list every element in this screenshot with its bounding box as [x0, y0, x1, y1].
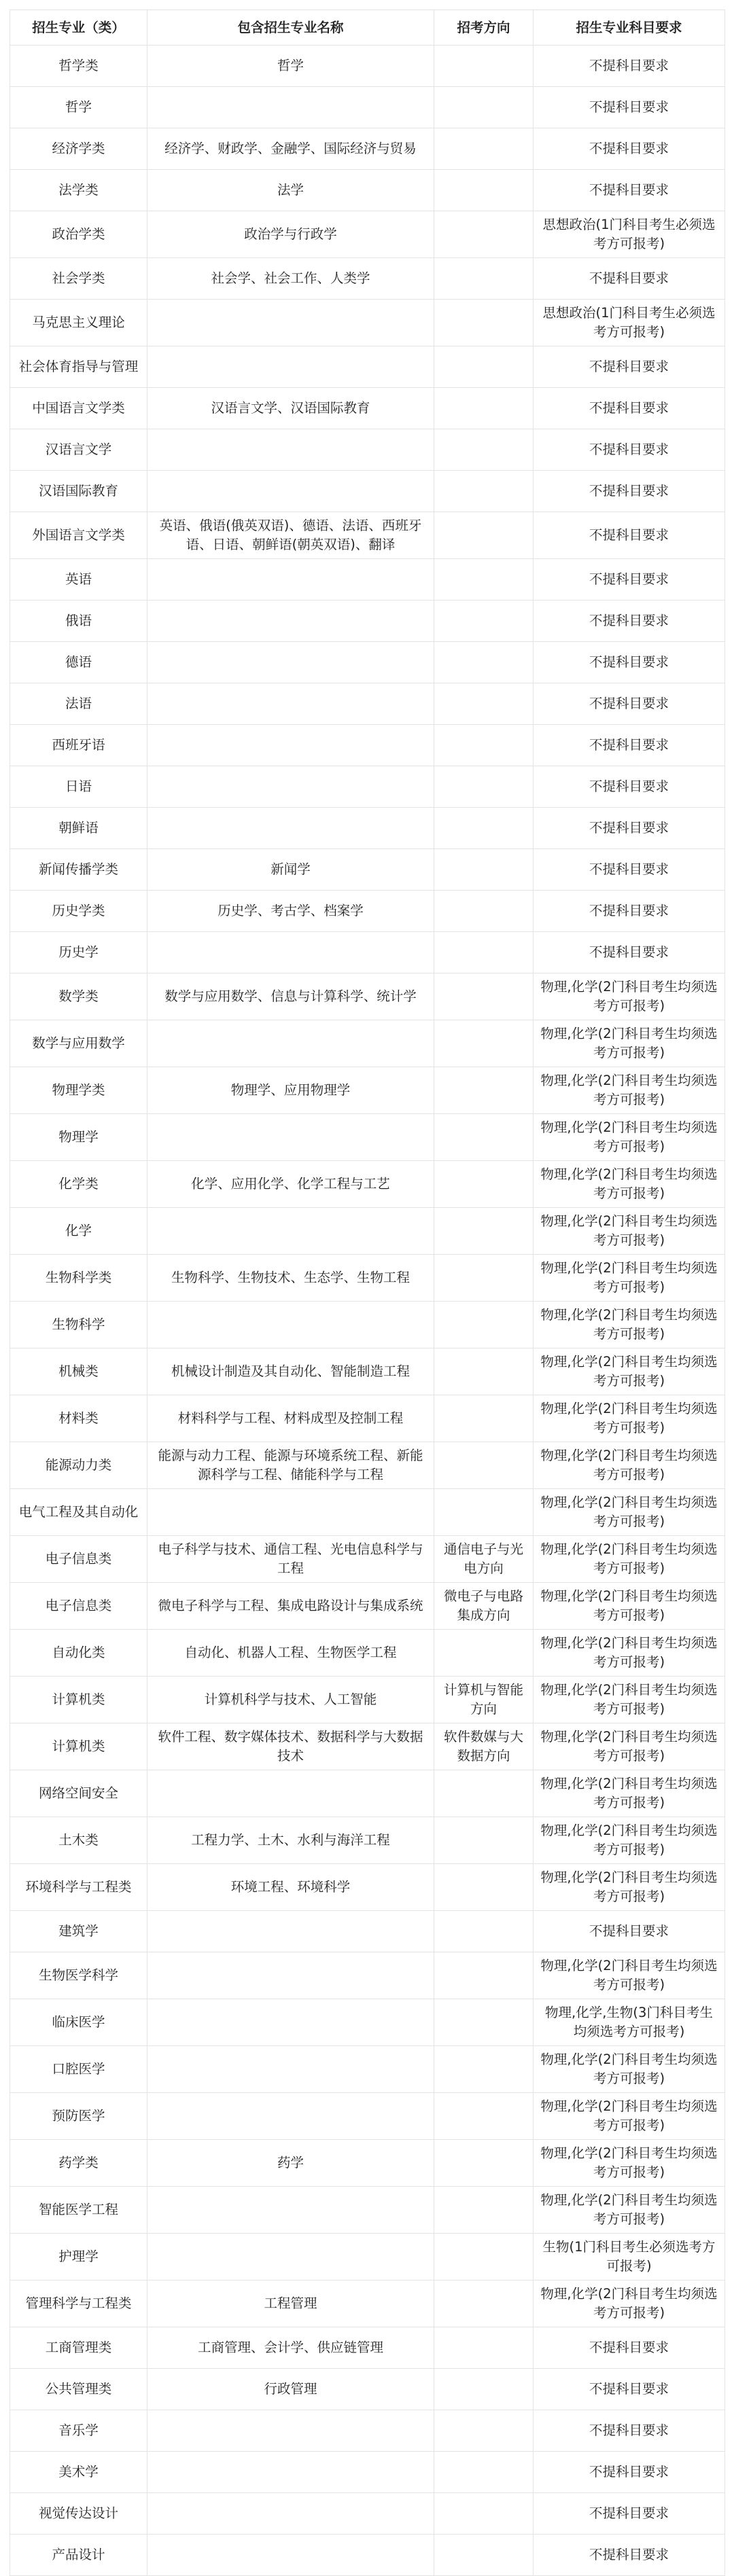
cell-subject-requirement: 物理,化学(2门科目考生均须选考方可报考)	[534, 1677, 725, 1723]
cell-included-majors	[147, 1999, 434, 2046]
table-row	[10, 849, 725, 891]
cell-subject-requirement: 不提科目要求	[534, 87, 725, 128]
cell-track-direction	[434, 601, 534, 642]
table-row	[10, 2280, 725, 2327]
cell-track-direction	[434, 512, 534, 559]
table-row	[10, 559, 725, 601]
cell-subject-requirement: 物理,化学(2门科目考生均须选考方可报考)	[534, 1583, 725, 1630]
cell-included-majors	[147, 725, 434, 766]
table-row	[10, 1208, 725, 1255]
cell-major-category: 生物科学类	[10, 1255, 147, 1302]
cell-subject-requirement: 物理,化学,生物(3门科目考生均须选考方可报考)	[534, 1999, 725, 2046]
cell-track-direction	[434, 849, 534, 891]
cell-track-direction	[434, 642, 534, 683]
cell-track-direction	[434, 1489, 534, 1536]
cell-subject-requirement: 物理,化学(2门科目考生均须选考方可报考)	[534, 973, 725, 1020]
cell-included-majors: 工程管理	[147, 2280, 434, 2327]
cell-subject-requirement: 不提科目要求	[534, 725, 725, 766]
cell-included-majors	[147, 601, 434, 642]
header-subject-requirement: 招生专业科目要求	[534, 10, 725, 46]
cell-major-category: 生物医学科学	[10, 1952, 147, 1999]
cell-subject-requirement: 物理,化学(2门科目考生均须选考方可报考)	[534, 1302, 725, 1348]
cell-track-direction	[434, 170, 534, 211]
table-row	[10, 891, 725, 932]
table-row	[10, 388, 725, 429]
cell-major-category: 美术学	[10, 2452, 147, 2493]
cell-track-direction	[434, 2369, 534, 2410]
cell-subject-requirement: 物理,化学(2门科目考生均须选考方可报考)	[534, 2140, 725, 2187]
cell-subject-requirement: 物理,化学(2门科目考生均须选考方可报考)	[534, 1442, 725, 1489]
table-row	[10, 1348, 725, 1395]
table-row	[10, 429, 725, 471]
cell-included-majors: 电子科学与技术、通信工程、光电信息科学与工程	[147, 1536, 434, 1583]
cell-track-direction	[434, 1442, 534, 1489]
table-row	[10, 601, 725, 642]
cell-subject-requirement: 物理,化学(2门科目考生均须选考方可报考)	[534, 2187, 725, 2234]
cell-subject-requirement: 不提科目要求	[534, 808, 725, 849]
cell-major-category: 俄语	[10, 601, 147, 642]
cell-major-category: 经济学类	[10, 128, 147, 170]
cell-track-direction	[434, 1208, 534, 1255]
cell-track-direction	[434, 258, 534, 300]
cell-major-category: 生物科学	[10, 1302, 147, 1348]
table-row	[10, 725, 725, 766]
cell-major-category: 能源动力类	[10, 1442, 147, 1489]
cell-major-category: 管理科学与工程类	[10, 2280, 147, 2327]
cell-subject-requirement: 不提科目要求	[534, 46, 725, 87]
cell-subject-requirement: 不提科目要求	[534, 2410, 725, 2452]
cell-major-category: 朝鲜语	[10, 808, 147, 849]
cell-major-category: 历史学	[10, 932, 147, 973]
cell-included-majors: 汉语言文学、汉语国际教育	[147, 388, 434, 429]
cell-subject-requirement: 物理,化学(2门科目考生均须选考方可报考)	[534, 1770, 725, 1817]
cell-major-category: 音乐学	[10, 2410, 147, 2452]
cell-included-majors	[147, 471, 434, 512]
cell-subject-requirement: 思想政治(1门科目考生必须选考方可报考)	[534, 300, 725, 346]
cell-subject-requirement: 物理,化学(2门科目考生均须选考方可报考)	[534, 2280, 725, 2327]
cell-major-category: 日语	[10, 766, 147, 808]
cell-major-category: 计算机类	[10, 1723, 147, 1770]
cell-subject-requirement: 不提科目要求	[534, 766, 725, 808]
table-row	[10, 1770, 725, 1817]
cell-subject-requirement: 不提科目要求	[534, 388, 725, 429]
cell-subject-requirement: 物理,化学(2门科目考生均须选考方可报考)	[534, 1817, 725, 1864]
cell-track-direction	[434, 2410, 534, 2452]
table-row	[10, 2187, 725, 2234]
cell-track-direction	[434, 388, 534, 429]
table-row	[10, 1536, 725, 1583]
cell-major-category: 社会学类	[10, 258, 147, 300]
cell-subject-requirement: 不提科目要求	[534, 559, 725, 601]
cell-track-direction	[434, 2046, 534, 2093]
cell-included-majors	[147, 1114, 434, 1161]
cell-included-majors	[147, 1020, 434, 1067]
table-row	[10, 1114, 725, 1161]
cell-subject-requirement: 不提科目要求	[534, 683, 725, 725]
cell-track-direction	[434, 128, 534, 170]
table-row	[10, 2535, 725, 2576]
cell-track-direction: 计算机与智能方向	[434, 1677, 534, 1723]
table-row	[10, 642, 725, 683]
cell-included-majors	[147, 300, 434, 346]
cell-subject-requirement: 不提科目要求	[534, 429, 725, 471]
cell-track-direction	[434, 1114, 534, 1161]
cell-track-direction	[434, 471, 534, 512]
cell-subject-requirement: 物理,化学(2门科目考生均须选考方可报考)	[534, 1161, 725, 1208]
cell-included-majors	[147, 87, 434, 128]
cell-major-category: 外国语言文学类	[10, 512, 147, 559]
cell-included-majors: 软件工程、数字媒体技术、数据科学与大数据技术	[147, 1723, 434, 1770]
cell-included-majors: 微电子科学与工程、集成电路设计与集成系统	[147, 1583, 434, 1630]
table-row	[10, 2493, 725, 2535]
table-row	[10, 683, 725, 725]
cell-subject-requirement: 物理,化学(2门科目考生均须选考方可报考)	[534, 1020, 725, 1067]
cell-track-direction	[434, 559, 534, 601]
cell-subject-requirement: 不提科目要求	[534, 1911, 725, 1952]
cell-major-category: 化学类	[10, 1161, 147, 1208]
cell-major-category: 物理学类	[10, 1067, 147, 1114]
cell-included-majors	[147, 2410, 434, 2452]
cell-track-direction	[434, 2187, 534, 2234]
cell-track-direction	[434, 1999, 534, 2046]
cell-major-category: 政治学类	[10, 211, 147, 258]
table-row	[10, 2410, 725, 2452]
cell-included-majors: 自动化、机器人工程、生物医学工程	[147, 1630, 434, 1677]
table-row	[10, 1911, 725, 1952]
cell-subject-requirement: 不提科目要求	[534, 2452, 725, 2493]
table-row	[10, 1255, 725, 1302]
table-row	[10, 2369, 725, 2410]
cell-track-direction	[434, 2452, 534, 2493]
cell-subject-requirement: 不提科目要求	[534, 2369, 725, 2410]
cell-included-majors: 经济学、财政学、金融学、国际经济与贸易	[147, 128, 434, 170]
cell-included-majors	[147, 2535, 434, 2576]
cell-track-direction	[434, 1817, 534, 1864]
table-row	[10, 1067, 725, 1114]
table-row	[10, 2234, 725, 2280]
cell-major-category: 电气工程及其自动化	[10, 1489, 147, 1536]
cell-included-majors	[147, 2093, 434, 2140]
table-row	[10, 1395, 725, 1442]
table-row	[10, 1302, 725, 1348]
cell-track-direction	[434, 1067, 534, 1114]
table-row	[10, 1677, 725, 1723]
table-row	[10, 170, 725, 211]
cell-track-direction	[434, 1864, 534, 1911]
cell-major-category: 汉语国际教育	[10, 471, 147, 512]
cell-subject-requirement: 不提科目要求	[534, 346, 725, 388]
cell-included-majors: 法学	[147, 170, 434, 211]
cell-included-majors	[147, 2493, 434, 2535]
cell-subject-requirement: 不提科目要求	[534, 2493, 725, 2535]
cell-subject-requirement: 不提科目要求	[534, 891, 725, 932]
cell-subject-requirement: 不提科目要求	[534, 128, 725, 170]
table-body	[10, 46, 725, 2576]
cell-subject-requirement: 不提科目要求	[534, 932, 725, 973]
cell-major-category: 西班牙语	[10, 725, 147, 766]
cell-major-category: 数学类	[10, 973, 147, 1020]
table-row	[10, 346, 725, 388]
cell-major-category: 视觉传达设计	[10, 2493, 147, 2535]
cell-major-category: 德语	[10, 642, 147, 683]
cell-track-direction	[434, 2327, 534, 2369]
cell-major-category: 法学类	[10, 170, 147, 211]
cell-major-category: 哲学	[10, 87, 147, 128]
cell-subject-requirement: 物理,化学(2门科目考生均须选考方可报考)	[534, 2093, 725, 2140]
cell-track-direction	[434, 2493, 534, 2535]
cell-major-category: 新闻传播学类	[10, 849, 147, 891]
cell-track-direction: 通信电子与光电方向	[434, 1536, 534, 1583]
cell-major-category: 网络空间安全	[10, 1770, 147, 1817]
cell-major-category: 物理学	[10, 1114, 147, 1161]
cell-track-direction	[434, 932, 534, 973]
table-row	[10, 87, 725, 128]
cell-subject-requirement: 物理,化学(2门科目考生均须选考方可报考)	[534, 1348, 725, 1395]
cell-major-category: 计算机类	[10, 1677, 147, 1723]
cell-track-direction	[434, 300, 534, 346]
cell-included-majors: 数学与应用数学、信息与计算科学、统计学	[147, 973, 434, 1020]
cell-included-majors: 材料科学与工程、材料成型及控制工程	[147, 1395, 434, 1442]
cell-included-majors	[147, 559, 434, 601]
cell-major-category: 产品设计	[10, 2535, 147, 2576]
cell-included-majors: 工商管理、会计学、供应链管理	[147, 2327, 434, 2369]
cell-major-category: 智能医学工程	[10, 2187, 147, 2234]
cell-included-majors: 环境工程、环境科学	[147, 1864, 434, 1911]
table-row	[10, 1442, 725, 1489]
cell-track-direction	[434, 46, 534, 87]
cell-subject-requirement: 不提科目要求	[534, 170, 725, 211]
cell-included-majors	[147, 1770, 434, 1817]
cell-included-majors	[147, 932, 434, 973]
cell-included-majors	[147, 2234, 434, 2280]
cell-included-majors: 化学、应用化学、化学工程与工艺	[147, 1161, 434, 1208]
cell-subject-requirement: 不提科目要求	[534, 2327, 725, 2369]
cell-track-direction: 微电子与电路集成方向	[434, 1583, 534, 1630]
cell-major-category: 材料类	[10, 1395, 147, 1442]
cell-included-majors	[147, 2452, 434, 2493]
table-row	[10, 258, 725, 300]
cell-included-majors: 英语、俄语(俄英双语)、德语、法语、西班牙语、日语、朝鲜语(朝英双语)、翻译	[147, 512, 434, 559]
table-row	[10, 1630, 725, 1677]
cell-track-direction	[434, 2535, 534, 2576]
header-row	[10, 10, 725, 46]
cell-subject-requirement: 物理,化学(2门科目考生均须选考方可报考)	[534, 1952, 725, 1999]
cell-included-majors	[147, 1952, 434, 1999]
cell-subject-requirement: 物理,化学(2门科目考生均须选考方可报考)	[534, 1255, 725, 1302]
header-major-category: 招生专业（类）	[10, 10, 147, 46]
table-row	[10, 512, 725, 559]
cell-track-direction	[434, 808, 534, 849]
cell-subject-requirement: 物理,化学(2门科目考生均须选考方可报考)	[534, 1630, 725, 1677]
cell-subject-requirement: 物理,化学(2门科目考生均须选考方可报考)	[534, 1114, 725, 1161]
cell-included-majors: 社会学、社会工作、人类学	[147, 258, 434, 300]
cell-included-majors	[147, 1208, 434, 1255]
cell-subject-requirement: 物理,化学(2门科目考生均须选考方可报考)	[534, 1489, 725, 1536]
cell-track-direction	[434, 1770, 534, 1817]
cell-track-direction	[434, 1395, 534, 1442]
cell-major-category: 数学与应用数学	[10, 1020, 147, 1067]
table-header	[10, 10, 725, 46]
table-row	[10, 1864, 725, 1911]
cell-subject-requirement: 物理,化学(2门科目考生均须选考方可报考)	[534, 1067, 725, 1114]
cell-included-majors: 政治学与行政学	[147, 211, 434, 258]
table-row	[10, 1817, 725, 1864]
cell-major-category: 自动化类	[10, 1630, 147, 1677]
table-row	[10, 973, 725, 1020]
cell-major-category: 中国语言文学类	[10, 388, 147, 429]
cell-track-direction	[434, 2140, 534, 2187]
cell-track-direction	[434, 87, 534, 128]
cell-track-direction: 软件数媒与大数据方向	[434, 1723, 534, 1770]
cell-included-majors	[147, 808, 434, 849]
cell-subject-requirement: 物理,化学(2门科目考生均须选考方可报考)	[534, 2046, 725, 2093]
cell-major-category: 机械类	[10, 1348, 147, 1395]
admission-table-container	[10, 10, 724, 2576]
table-row	[10, 2452, 725, 2493]
cell-included-majors	[147, 1302, 434, 1348]
cell-included-majors: 哲学	[147, 46, 434, 87]
table-row	[10, 1999, 725, 2046]
table-row	[10, 766, 725, 808]
cell-included-majors	[147, 346, 434, 388]
cell-major-category: 社会体育指导与管理	[10, 346, 147, 388]
cell-major-category: 土木类	[10, 1817, 147, 1864]
cell-track-direction	[434, 683, 534, 725]
cell-track-direction	[434, 766, 534, 808]
cell-track-direction	[434, 725, 534, 766]
cell-track-direction	[434, 1161, 534, 1208]
cell-included-majors	[147, 683, 434, 725]
cell-track-direction	[434, 2280, 534, 2327]
cell-major-category: 电子信息类	[10, 1583, 147, 1630]
cell-track-direction	[434, 1630, 534, 1677]
table-row	[10, 1723, 725, 1770]
cell-subject-requirement: 不提科目要求	[534, 2535, 725, 2576]
table-row	[10, 1161, 725, 1208]
table-row	[10, 471, 725, 512]
cell-track-direction	[434, 1911, 534, 1952]
cell-track-direction	[434, 346, 534, 388]
table-row	[10, 46, 725, 87]
cell-major-category: 法语	[10, 683, 147, 725]
cell-included-majors: 新闻学	[147, 849, 434, 891]
table-row	[10, 1020, 725, 1067]
cell-included-majors: 药学	[147, 2140, 434, 2187]
cell-included-majors	[147, 1489, 434, 1536]
cell-major-category: 公共管理类	[10, 2369, 147, 2410]
table-row	[10, 808, 725, 849]
cell-track-direction	[434, 1348, 534, 1395]
cell-subject-requirement: 不提科目要求	[534, 258, 725, 300]
cell-major-category: 哲学类	[10, 46, 147, 87]
cell-major-category: 英语	[10, 559, 147, 601]
table-row	[10, 932, 725, 973]
cell-subject-requirement: 不提科目要求	[534, 512, 725, 559]
cell-major-category: 建筑学	[10, 1911, 147, 1952]
cell-track-direction	[434, 429, 534, 471]
header-included-majors: 包含招生专业名称	[147, 10, 434, 46]
table-row	[10, 1583, 725, 1630]
cell-track-direction	[434, 2234, 534, 2280]
cell-included-majors	[147, 642, 434, 683]
cell-track-direction	[434, 891, 534, 932]
cell-included-majors: 计算机科学与技术、人工智能	[147, 1677, 434, 1723]
cell-subject-requirement: 不提科目要求	[534, 849, 725, 891]
admission-requirements-table	[10, 10, 725, 2576]
cell-subject-requirement: 不提科目要求	[534, 601, 725, 642]
cell-subject-requirement: 物理,化学(2门科目考生均须选考方可报考)	[534, 1723, 725, 1770]
table-row	[10, 2046, 725, 2093]
cell-major-category: 马克思主义理论	[10, 300, 147, 346]
header-track-direction: 招考方向	[434, 10, 534, 46]
cell-subject-requirement: 物理,化学(2门科目考生均须选考方可报考)	[534, 1864, 725, 1911]
cell-included-majors: 历史学、考古学、档案学	[147, 891, 434, 932]
cell-included-majors: 机械设计制造及其自动化、智能制造工程	[147, 1348, 434, 1395]
cell-major-category: 工商管理类	[10, 2327, 147, 2369]
cell-included-majors: 生物科学、生物技术、生态学、生物工程	[147, 1255, 434, 1302]
cell-included-majors	[147, 429, 434, 471]
cell-major-category: 化学	[10, 1208, 147, 1255]
cell-subject-requirement: 不提科目要求	[534, 471, 725, 512]
cell-subject-requirement: 物理,化学(2门科目考生均须选考方可报考)	[534, 1536, 725, 1583]
cell-major-category: 汉语言文学	[10, 429, 147, 471]
cell-included-majors	[147, 766, 434, 808]
table-row	[10, 2327, 725, 2369]
table-row	[10, 128, 725, 170]
cell-subject-requirement: 生物(1门科目考生必须选考方可报考)	[534, 2234, 725, 2280]
table-row	[10, 300, 725, 346]
cell-included-majors	[147, 1911, 434, 1952]
cell-track-direction	[434, 211, 534, 258]
cell-major-category: 临床医学	[10, 1999, 147, 2046]
cell-major-category: 环境科学与工程类	[10, 1864, 147, 1911]
cell-major-category: 药学类	[10, 2140, 147, 2187]
cell-subject-requirement: 物理,化学(2门科目考生均须选考方可报考)	[534, 1208, 725, 1255]
cell-subject-requirement: 物理,化学(2门科目考生均须选考方可报考)	[534, 1395, 725, 1442]
cell-included-majors: 能源与动力工程、能源与环境系统工程、新能源科学与工程、储能科学与工程	[147, 1442, 434, 1489]
cell-included-majors	[147, 2187, 434, 2234]
cell-subject-requirement: 思想政治(1门科目考生必须选考方可报考)	[534, 211, 725, 258]
table-row	[10, 1952, 725, 1999]
cell-included-majors	[147, 2046, 434, 2093]
cell-included-majors: 行政管理	[147, 2369, 434, 2410]
cell-track-direction	[434, 1255, 534, 1302]
cell-subject-requirement: 不提科目要求	[534, 642, 725, 683]
cell-track-direction	[434, 1302, 534, 1348]
table-row	[10, 1489, 725, 1536]
cell-major-category: 历史学类	[10, 891, 147, 932]
cell-included-majors: 工程力学、土木、水利与海洋工程	[147, 1817, 434, 1864]
cell-track-direction	[434, 1020, 534, 1067]
cell-track-direction	[434, 2093, 534, 2140]
table-row	[10, 211, 725, 258]
cell-major-category: 电子信息类	[10, 1536, 147, 1583]
cell-track-direction	[434, 1952, 534, 1999]
cell-major-category: 护理学	[10, 2234, 147, 2280]
cell-major-category: 口腔医学	[10, 2046, 147, 2093]
cell-included-majors: 物理学、应用物理学	[147, 1067, 434, 1114]
cell-major-category: 预防医学	[10, 2093, 147, 2140]
table-row	[10, 2093, 725, 2140]
cell-track-direction	[434, 973, 534, 1020]
table-row	[10, 2140, 725, 2187]
